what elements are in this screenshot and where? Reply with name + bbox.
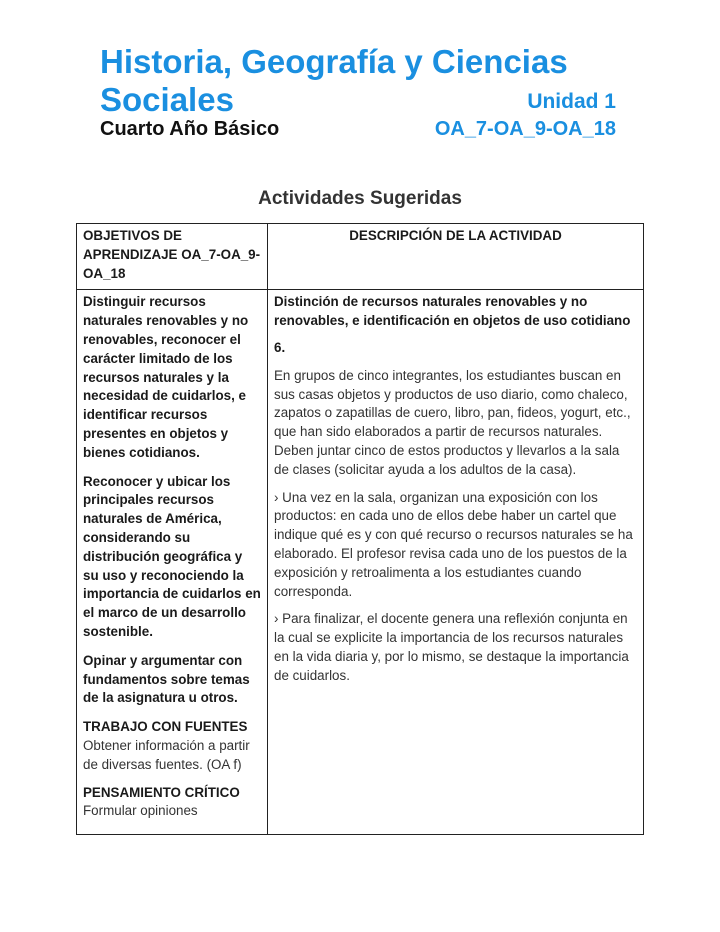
objective-item: Distinguir recursos naturales renovables y no renovables, reconocer el carácter limitado de los recursos naturales y la necesidad de cuidarlos, e identificar recursos presentes en objetos y bienes cotidianos. <box>83 294 249 460</box>
objective-codes: OA_7-OA_9-OA_18 <box>434 118 616 140</box>
objective-item: Opinar y argumentar con fundamentos sobre temas de la asignatura u otros. <box>83 652 250 706</box>
skill-description: Formular opiniones <box>83 803 198 819</box>
section-title: Actividades Sugeridas <box>258 188 462 209</box>
skill-title: PENSAMIENTO CRÍTICO <box>83 784 240 800</box>
skill-description: Obtener información a partir de diversas fuentes. (OA f) <box>83 737 250 772</box>
grade-label: Cuarto Año Básico <box>100 118 280 140</box>
skill-title: TRABAJO CON FUENTES <box>83 719 248 735</box>
objective-item: Reconocer y ubicar los principales recursos naturales de América, considerando su distribución geográfica y su uso y reconociendo la importancia de cuidarlos en el marco de un desarrollo sostenible. <box>83 473 261 639</box>
description-cell <box>268 290 644 835</box>
activity-number: 6. <box>274 339 286 355</box>
description-column-header: DESCRIPCIÓN DE LA ACTIVIDAD <box>268 224 644 290</box>
objectives-cell <box>77 290 268 835</box>
activity-title: Distinción de recursos naturales renovables y no renovables, e identificación en objetos de uso cotidiano <box>274 294 631 329</box>
activity-paragraph: › Una vez en la sala, organizan una exposición con los productos: en cada uno de ellos debe haber un cartel que indique qué es y con qué recurso o recursos naturales se ha elaborado. El profesor revisa cada uno de los puestos de la exposición y retroalimenta a los estudiantes cuando corresponda. <box>274 489 633 599</box>
table-row <box>77 290 644 835</box>
subject-title-line-2: Sociales <box>100 81 234 118</box>
activity-paragraph: En grupos de cinco integrantes, los estudiantes buscan en sus casas objetos y productos de uso diario, como chaleco, zapatos o zapatillas de cuero, libro, pan, fideos, yogurt, etc., que han sido elaborados a partir de recursos naturales. Deben juntar cinco de estos productos y llevarlos a la sala de clases (solicitar ayuda a los adultos de la casa). <box>274 367 631 477</box>
activities-table <box>76 223 644 835</box>
objectives-column-header: OBJETIVOS DE APRENDIZAJE OA_7-OA_9-OA_18 <box>77 224 268 290</box>
unit-label: Unidad 1 <box>527 90 616 113</box>
table-header-row <box>77 224 644 290</box>
activity-paragraph: › Para finalizar, el docente genera una reflexión conjunta en la cual se explicite la importancia de los recursos naturales en la vida diaria y, por lo mismo, se destaque la importancia de cuidarlos. <box>274 611 629 683</box>
subject-title-line-1: Historia, Geografía y Ciencias <box>100 43 568 80</box>
